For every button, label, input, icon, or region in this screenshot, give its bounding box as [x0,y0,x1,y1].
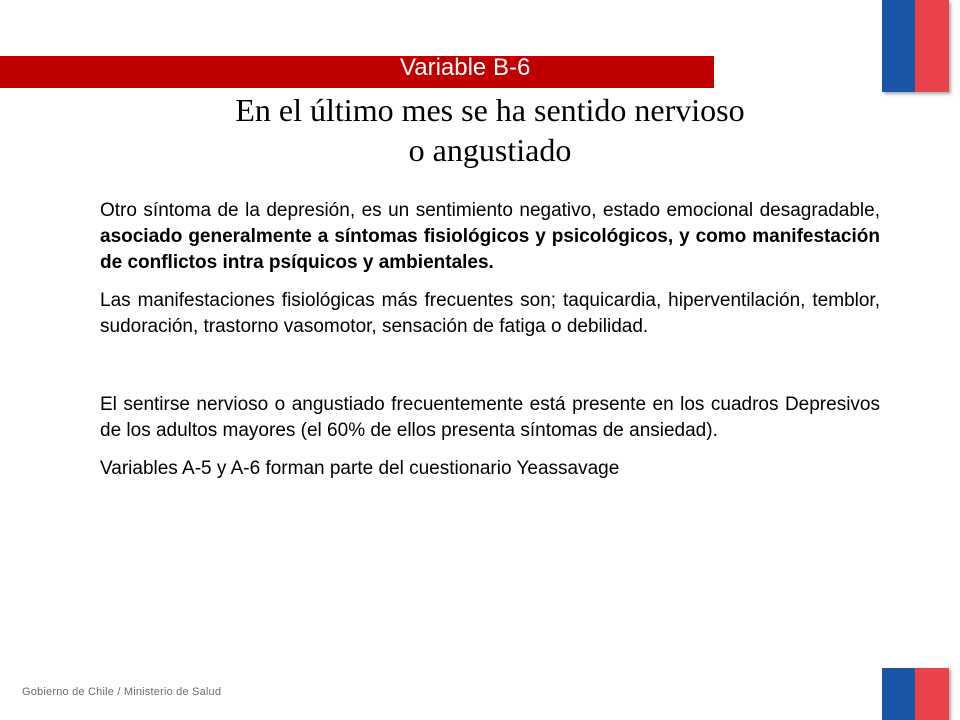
slide-body [100,198,880,494]
flag-red-stripe-bottom [915,668,949,720]
flag-logo-top [882,0,949,92]
variable-banner [0,56,714,88]
title-line-2: o angustiado [408,132,572,168]
title-line-1: En el último mes se ha sentido nervioso [235,92,745,128]
flag-blue-stripe-bottom [882,668,915,720]
paragraph-4: Variables A-5 y A-6 forman parte del cuestionario Yeassavage [100,458,620,479]
banner-label: Variable B-6 [400,54,531,81]
slide-title [130,90,850,170]
flag-logo-bottom [882,668,949,720]
flag-blue-stripe [882,0,915,92]
spacer [100,352,880,392]
paragraph-1 [100,198,880,276]
paragraph-1-normal: Otro síntoma de la depresión, es un sentimiento negativo, estado emocional desagradable, [100,200,880,221]
paragraph-1-bold: asociado generalmente a síntomas fisiológicos y psicológicos, y como manifestación de conflictos intra psíquicos y ambientales. [100,226,880,273]
paragraph-3: El sentirse nervioso o angustiado frecuentemente está presente en los cuadros Depresivos de los adultos mayores (el 60% de ellos presenta síntomas de ansiedad). [100,394,880,441]
footer-text: Gobierno de Chile / Ministerio de Salud [22,686,222,698]
flag-red-stripe [915,0,949,92]
paragraph-2: Las manifestaciones fisiológicas más frecuentes son; taquicardia, hiperventilación, temblor, sudoración, trastorno vasomotor, sensación de fatiga o debilidad. [100,290,880,337]
